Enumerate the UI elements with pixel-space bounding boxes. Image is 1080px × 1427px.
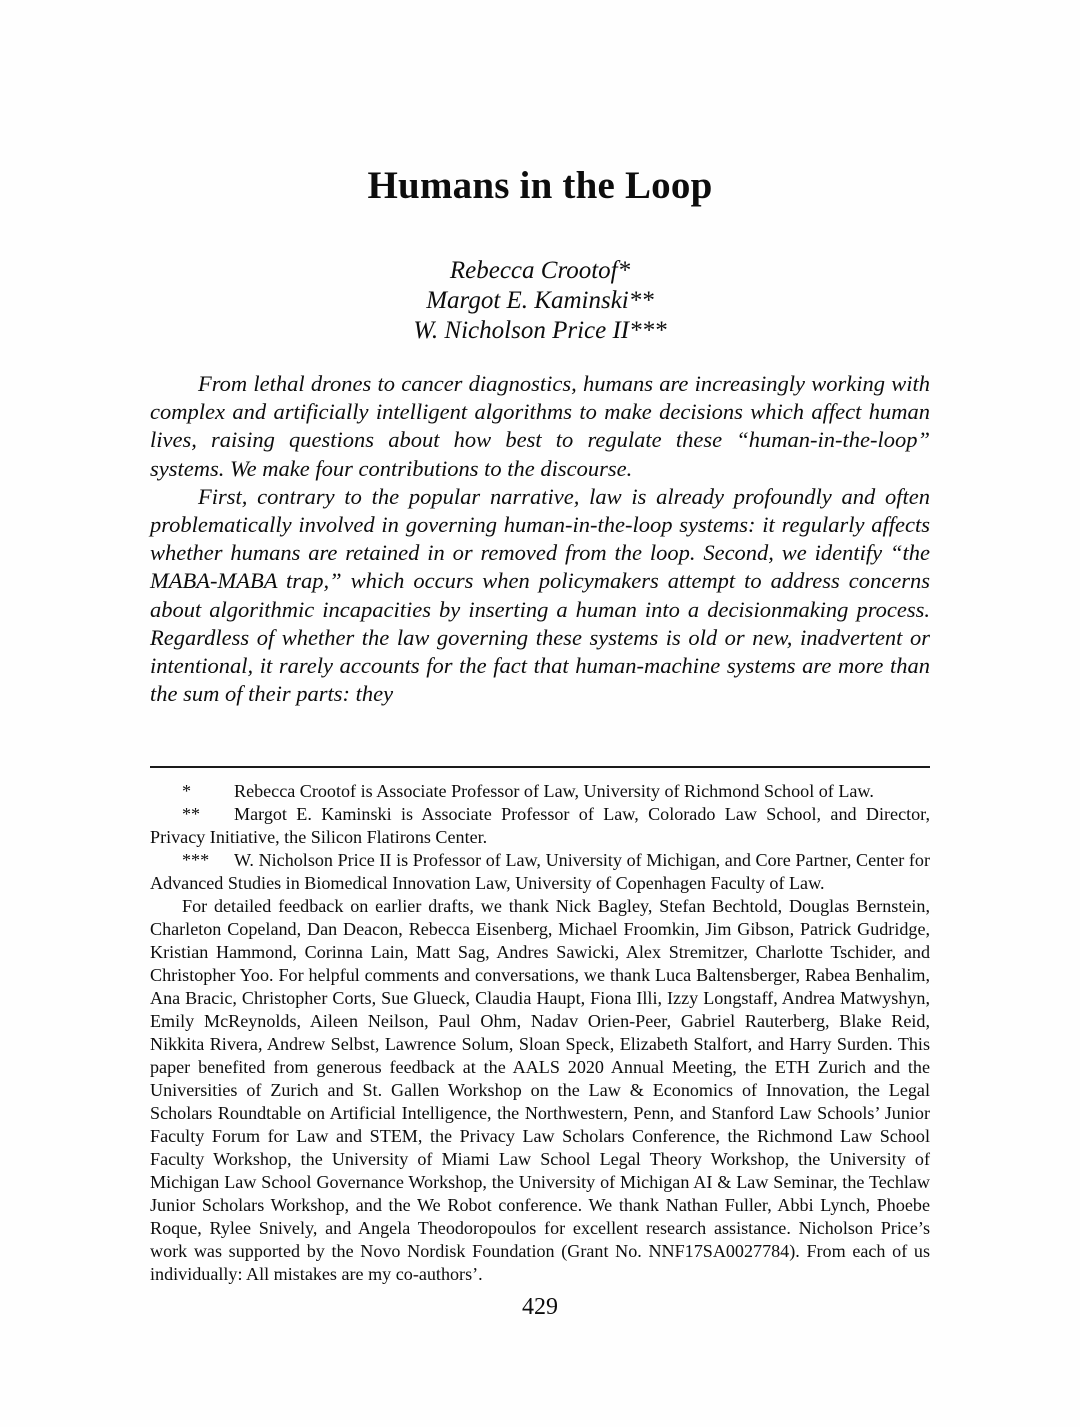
author-name: W. Nicholson Price II***	[413, 317, 667, 344]
abstract-paragraph: From lethal drones to cancer diagnostics, humans are increasingly working with complex and artificially intelligent algorithms to make decisions which affect human lives, raising questions about how best to regulate these “human-in-the-loop” systems. We make four contributions to the discourse.	[150, 371, 930, 481]
author-name: Rebecca Crootof*	[449, 257, 631, 284]
author-name: Margot E. Kaminski**	[426, 287, 654, 314]
page-title: Humans in the Loop	[367, 164, 713, 207]
footnote-marker: **	[182, 804, 201, 824]
footnote-marker: *	[182, 781, 192, 801]
footnote-item	[150, 849, 930, 895]
abstract-paragraph: First, contrary to the popular narrative, law is already profoundly and often problematically involved in governing human-in-the-loop systems: it regularly affects whether humans are retained in or removed from the loop. Second, we identify “the MABA-MABA trap,” which occurs when policymakers attempt to address concerns about algorithmic incapacities by inserting a human into a decisionmaking process. Regardless of whether the law governing these systems is old or new, inadvertent or intentional, it rarely accounts for the fact that human-machine systems are more than the sum of their parts: they	[150, 483, 930, 707]
page-number: 429	[522, 1294, 558, 1320]
author-list	[150, 256, 930, 346]
footnote-item	[150, 803, 930, 849]
acknowledgments-footnote: For detailed feedback on earlier drafts, we thank Nick Bagley, Stefan Bechtold, Douglas Bernstein, Charleton Copeland, Dan Deacon, Rebecca Eisenberg, Michael Froomkin, Jim Gibson, Patrick Gudridge, Kristian Hammond, Corinna Lain, Matt Sag, Andres Sawicki, Alex Stremitzer, Charlotte Tschider, and Christopher Yoo. For helpful comments and conversations, we thank Luca Baltensberger, Rabea Benhalim, Ana Bracic, Christopher Corts, Sue Glueck, Claudia Haupt, Fiona Illi, Izzy Longstaff, Andrea Matwyshyn, Emily McReynolds, Aileen Neilson, Paul Ohm, Nadav Orien-Peer, Gabriel Rauterberg, Blake Reid, Nikkita Rivera, Andrew Selbst, Lawrence Solum, Sloan Speck, Elizabeth Stalfort, and Harry Surden. This paper benefited from generous feedback at the AALS 2020 Annual Meeting, the ETH Zurich and the Universities of Zurich and St. Gallen Workshop on the Law & Economics of Innovation, the Legal Scholars Roundtable on Artificial Intelligence, the Northwestern, Penn, and Stanford Law Schools’ Junior Faculty Forum for Law and STEM, the Privacy Law Scholars Conference, the Richmond Law School Faculty Workshop, the University of Miami Law School Legal Theory Workshop, the University of Michigan Law School Governance Workshop, the University of Michigan AI & Law Seminar, the Techlaw Junior Scholars Workshop, and the We Robot conference. We thank Nathan Fuller, Abbi Lynch, Phoebe Roque, Rylee Snively, and Angela Theodoropoulos for excellent research assistance. Nicholson Price’s work was supported by the Novo Nordisk Foundation (Grant No. NNF17SA0027784). From each of us individually: All mistakes are my co-authors’.	[150, 896, 930, 1284]
footnote-text: Margot E. Kaminski is Associate Professor of Law, Colorado Law School, and Director, Privacy Initiative, the Silicon Flatirons Center.	[150, 804, 930, 847]
footnotes-section	[150, 780, 930, 1286]
footnote-text: Rebecca Crootof is Associate Professor of Law, University of Richmond School of Law.	[234, 781, 874, 801]
footnote-separator-rule	[150, 766, 930, 768]
abstract-section	[150, 370, 930, 708]
footnote-text: W. Nicholson Price II is Professor of Law, University of Michigan, and Core Partner, Center for Advanced Studies in Biomedical Innovation Law, University of Copenhagen Faculty of Law.	[150, 850, 930, 893]
footnote-item	[150, 780, 930, 803]
footnote-marker: ***	[182, 850, 210, 870]
